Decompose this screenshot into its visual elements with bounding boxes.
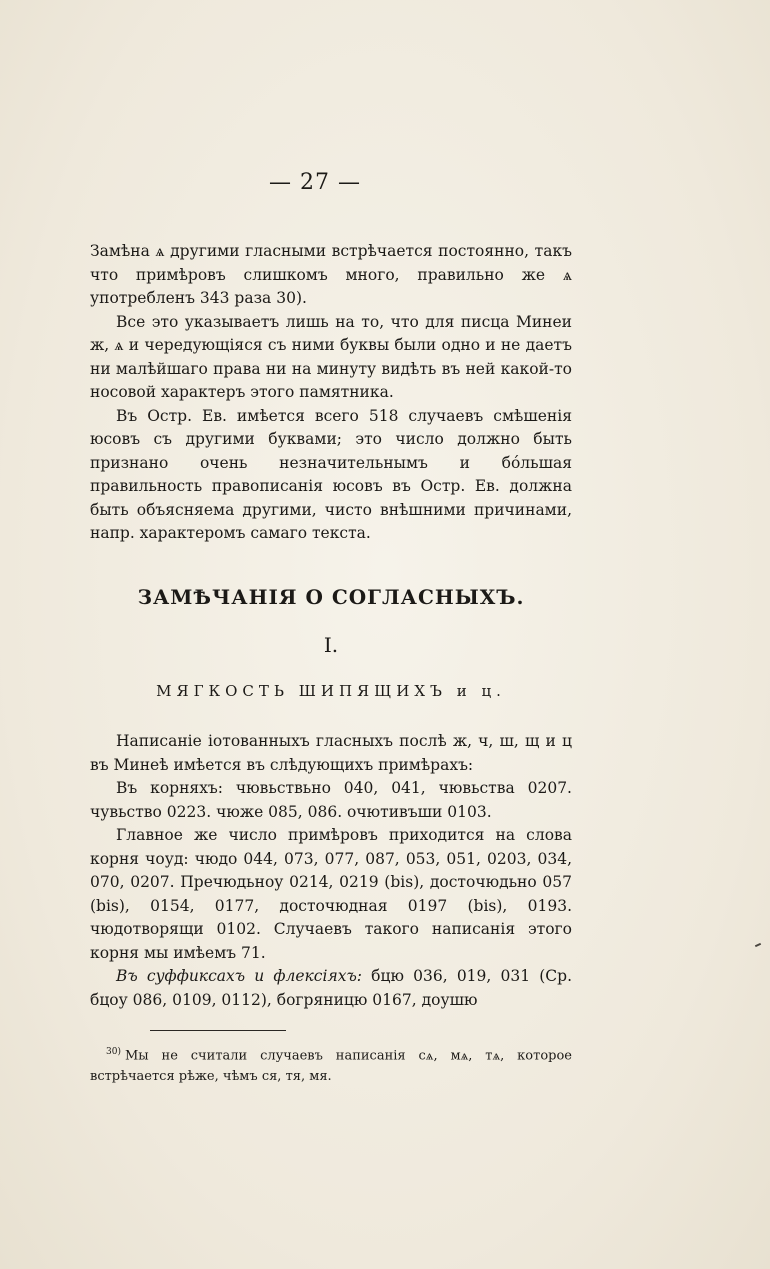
paragraph-7-lead: Въ суффиксахъ и флексіяхъ: xyxy=(116,967,363,985)
footnote-mark: 30) xyxy=(106,1047,121,1057)
paragraph-2: Все это указываетъ лишь на то, что для писца Минеи ж, ѧ и чередующіяся съ ними буквы были одно и не даетъ ни малѣйшаго права ни на минуту видѣть въ ней какой-то носовой характеръ этого памятника. xyxy=(90,312,572,401)
section-number: I. xyxy=(323,633,339,657)
text-block-consonants xyxy=(90,730,572,1012)
text-block-vowels xyxy=(90,240,572,546)
footnote-divider xyxy=(150,1030,286,1031)
paragraph-5: Въ корняхъ: чювьствьно 040, 041, чювьства 0207. чувьство 0223. чюже 085, 086. очютивъши 0103. xyxy=(90,779,572,821)
section-title: ЗАМѢЧАНІЯ О СОГЛАСНЫХЪ. xyxy=(137,585,525,609)
paragraph-7 xyxy=(90,965,572,1012)
footnote-text: Мы не считали случаевъ написанія сѧ, мѧ, тѧ, которое встрѣчается рѣже, чѣмъ ся, тя, мя. xyxy=(90,1048,572,1085)
paragraph-6: Главное же число примѣровъ приходится на слова корня чоуд: чюдо 044, 073, 077, 087, 053, 051, 0203, 034, 070, 0207. Пречюдьноу 0214, 0219 (bis), досточюдьно 057 (bis), 0154, 0177, досточюдная 0197 (bis), 0193. чюдотворящи 0102. Случаевъ такого написанія этого корня мы имѣемъ 71. xyxy=(90,826,572,962)
subsection-title: МЯГКОСТЬ ШИПЯЩИХЪ и ц. xyxy=(156,682,506,700)
paragraph-4: Написаніе іотованныхъ гласныхъ послѣ ж, ч, ш, щ и ц въ Минеѣ имѣется въ слѣдующихъ примѣрахъ: xyxy=(90,732,572,774)
paragraph-1: Замѣна ѧ другими гласными встрѣчается постоянно, такъ что примѣровъ слишкомъ много, правильно же ѧ употребленъ 343 раза 30). xyxy=(90,242,572,307)
page-number: — 27 — xyxy=(269,170,361,195)
paragraph-3: Въ Остр. Ев. имѣется всего 518 случаевъ смѣшенія юсовъ съ другими буквами; это число должно быть признано очень незначительнымъ и бóльшая правильность правописанія юсовъ въ Остр. Ев. должна быть объясняема другими, чисто внѣшними причинами, напр. характеромъ самаго текста. xyxy=(90,406,572,542)
footnote xyxy=(90,1042,572,1087)
paragraph-7-rest: бцю 036, 019, 031 (Ср. бцоу 086, 0109, 0112), богряницю 0167, доушю xyxy=(90,967,573,1009)
margin-mark xyxy=(755,943,761,947)
